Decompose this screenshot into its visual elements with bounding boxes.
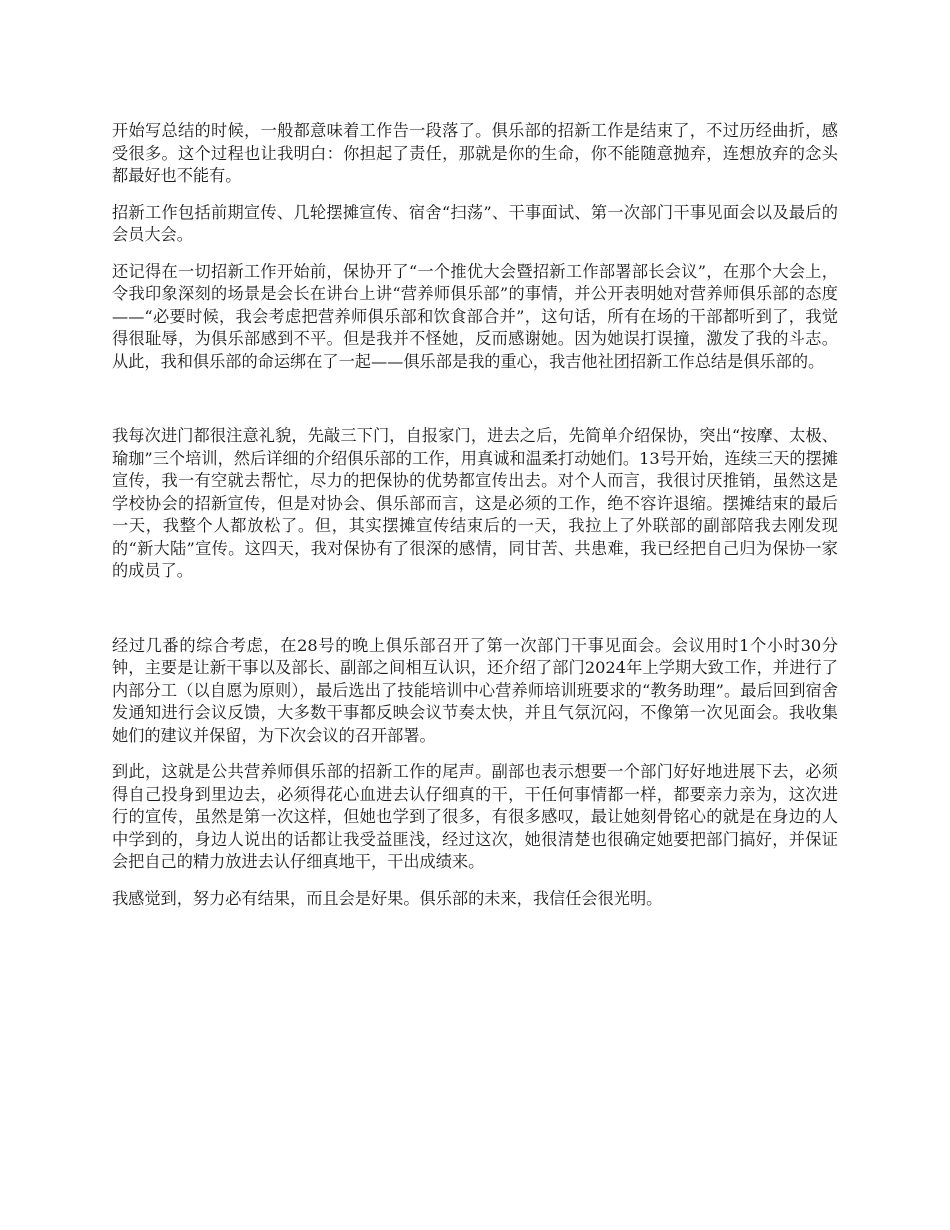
document-body <box>112 120 838 924</box>
section-gap <box>112 387 838 425</box>
paragraph-first-meeting: 经过几番的综合考虑，在28号的晚上俱乐部召开了第一次部门干事见面会。会议用时1个小时30分钟，主要是让新干事以及部长、副部之间相互认识，还介绍了部门2024年上学期大致工作，并进行了内部分工（以自愿为原则），最后选出了技能培训中心营养师培训班要求的“教务助理”。最后回到宿舍发通知进行会议反馈，大多数干事都反映会议节奏太快，并且气氛沉闷，不像第一次见面会。我收集她们的建议并保留，为下次会议的召开部署。 <box>112 635 838 745</box>
paragraph-intro: 开始写总结的时候，一般都意味着工作告一段落了。俱乐部的招新工作是结束了，不过历经曲折，感受很多。这个过程也让我明白：你担起了责任，那就是你的生命，你不能随意抛弃，连想放弃的念头都最好也不能有。 <box>112 121 838 185</box>
paragraph-meeting: 还记得在一切招新工作开始前，保协开了“一个推优大会暨招新工作部署部长会议”，在那个大会上，令我印象深刻的场景是会长在讲台上讲“营养师俱乐部”的事情，并公开表明她对营养师俱乐部的态度——“必要时候，我会考虑把营养师俱乐部和饮食部合并”，这句话，所有在场的干部都听到了，我觉得很耻辱，为俱乐部感到不平。但是我并不怪她，反而感谢她。因为她误打误撞，激发了我的斗志。从此，我和俱乐部的命运绑在了一起——俱乐部是我的重心，我吉他社团招新工作总结是俱乐部的。 <box>112 261 838 371</box>
paragraph-conclusion: 到此，这就是公共营养师俱乐部的招新工作的尾声。副部也表示想要一个部门好好地进展下去，必须得自己投身到里边去，必须得花心血进去认仔细真的干，干任何事情都一样，都要亲力亲为，这次进行的宣传，虽然是第一次这样，但她也学到了很多，有很多感叹，最让她刻骨铭心的就是在身边的人中学到的，身边人说出的话都让我受益匪浅，经过这次，她很清楚也很确定她要把部门搞好，并保证会把自己的精力放进去认仔细真地干，干出成绩来。 <box>112 762 838 871</box>
paragraph-closing: 我感觉到，努力必有结果，而且会是好果。俱乐部的未来，我信任会很光明。 <box>112 888 663 908</box>
paragraph-promotion: 我每次进门都很注意礼貌，先敲三下门，自报家门，进去之后，先简单介绍保协，突出“按摩、太极、瑜珈”三个培训，然后详细的介绍俱乐部的工作，用真诚和温柔打动她们。13号开始，连续三天的摆摊宣传，我一有空就去帮忙，尽力的把保协的优势都宣传出去。对个人而言，我很讨厌推销，虽然这是学校协会的招新宣传，但是对协会、俱乐部而言，这是必须的工作，绝不容许退缩。摆摊结束的最后一天，我整个人都放松了。但，其实摆摊宣传结束后的一天，我拉上了外联部的副部陪我去刚发现的“新大陆”宣传。这四天，我对保协有了很深的感情，同甘苦、共患难，我已经把自己归为保协一家的成员了。 <box>112 426 838 580</box>
paragraph-scope: 招新工作包括前期宣传、几轮摆摊宣传、宿舍“扫荡”、干事面试、第一次部门干事见面会以及最后的会员大会。 <box>112 202 838 244</box>
section-gap <box>112 597 838 635</box>
